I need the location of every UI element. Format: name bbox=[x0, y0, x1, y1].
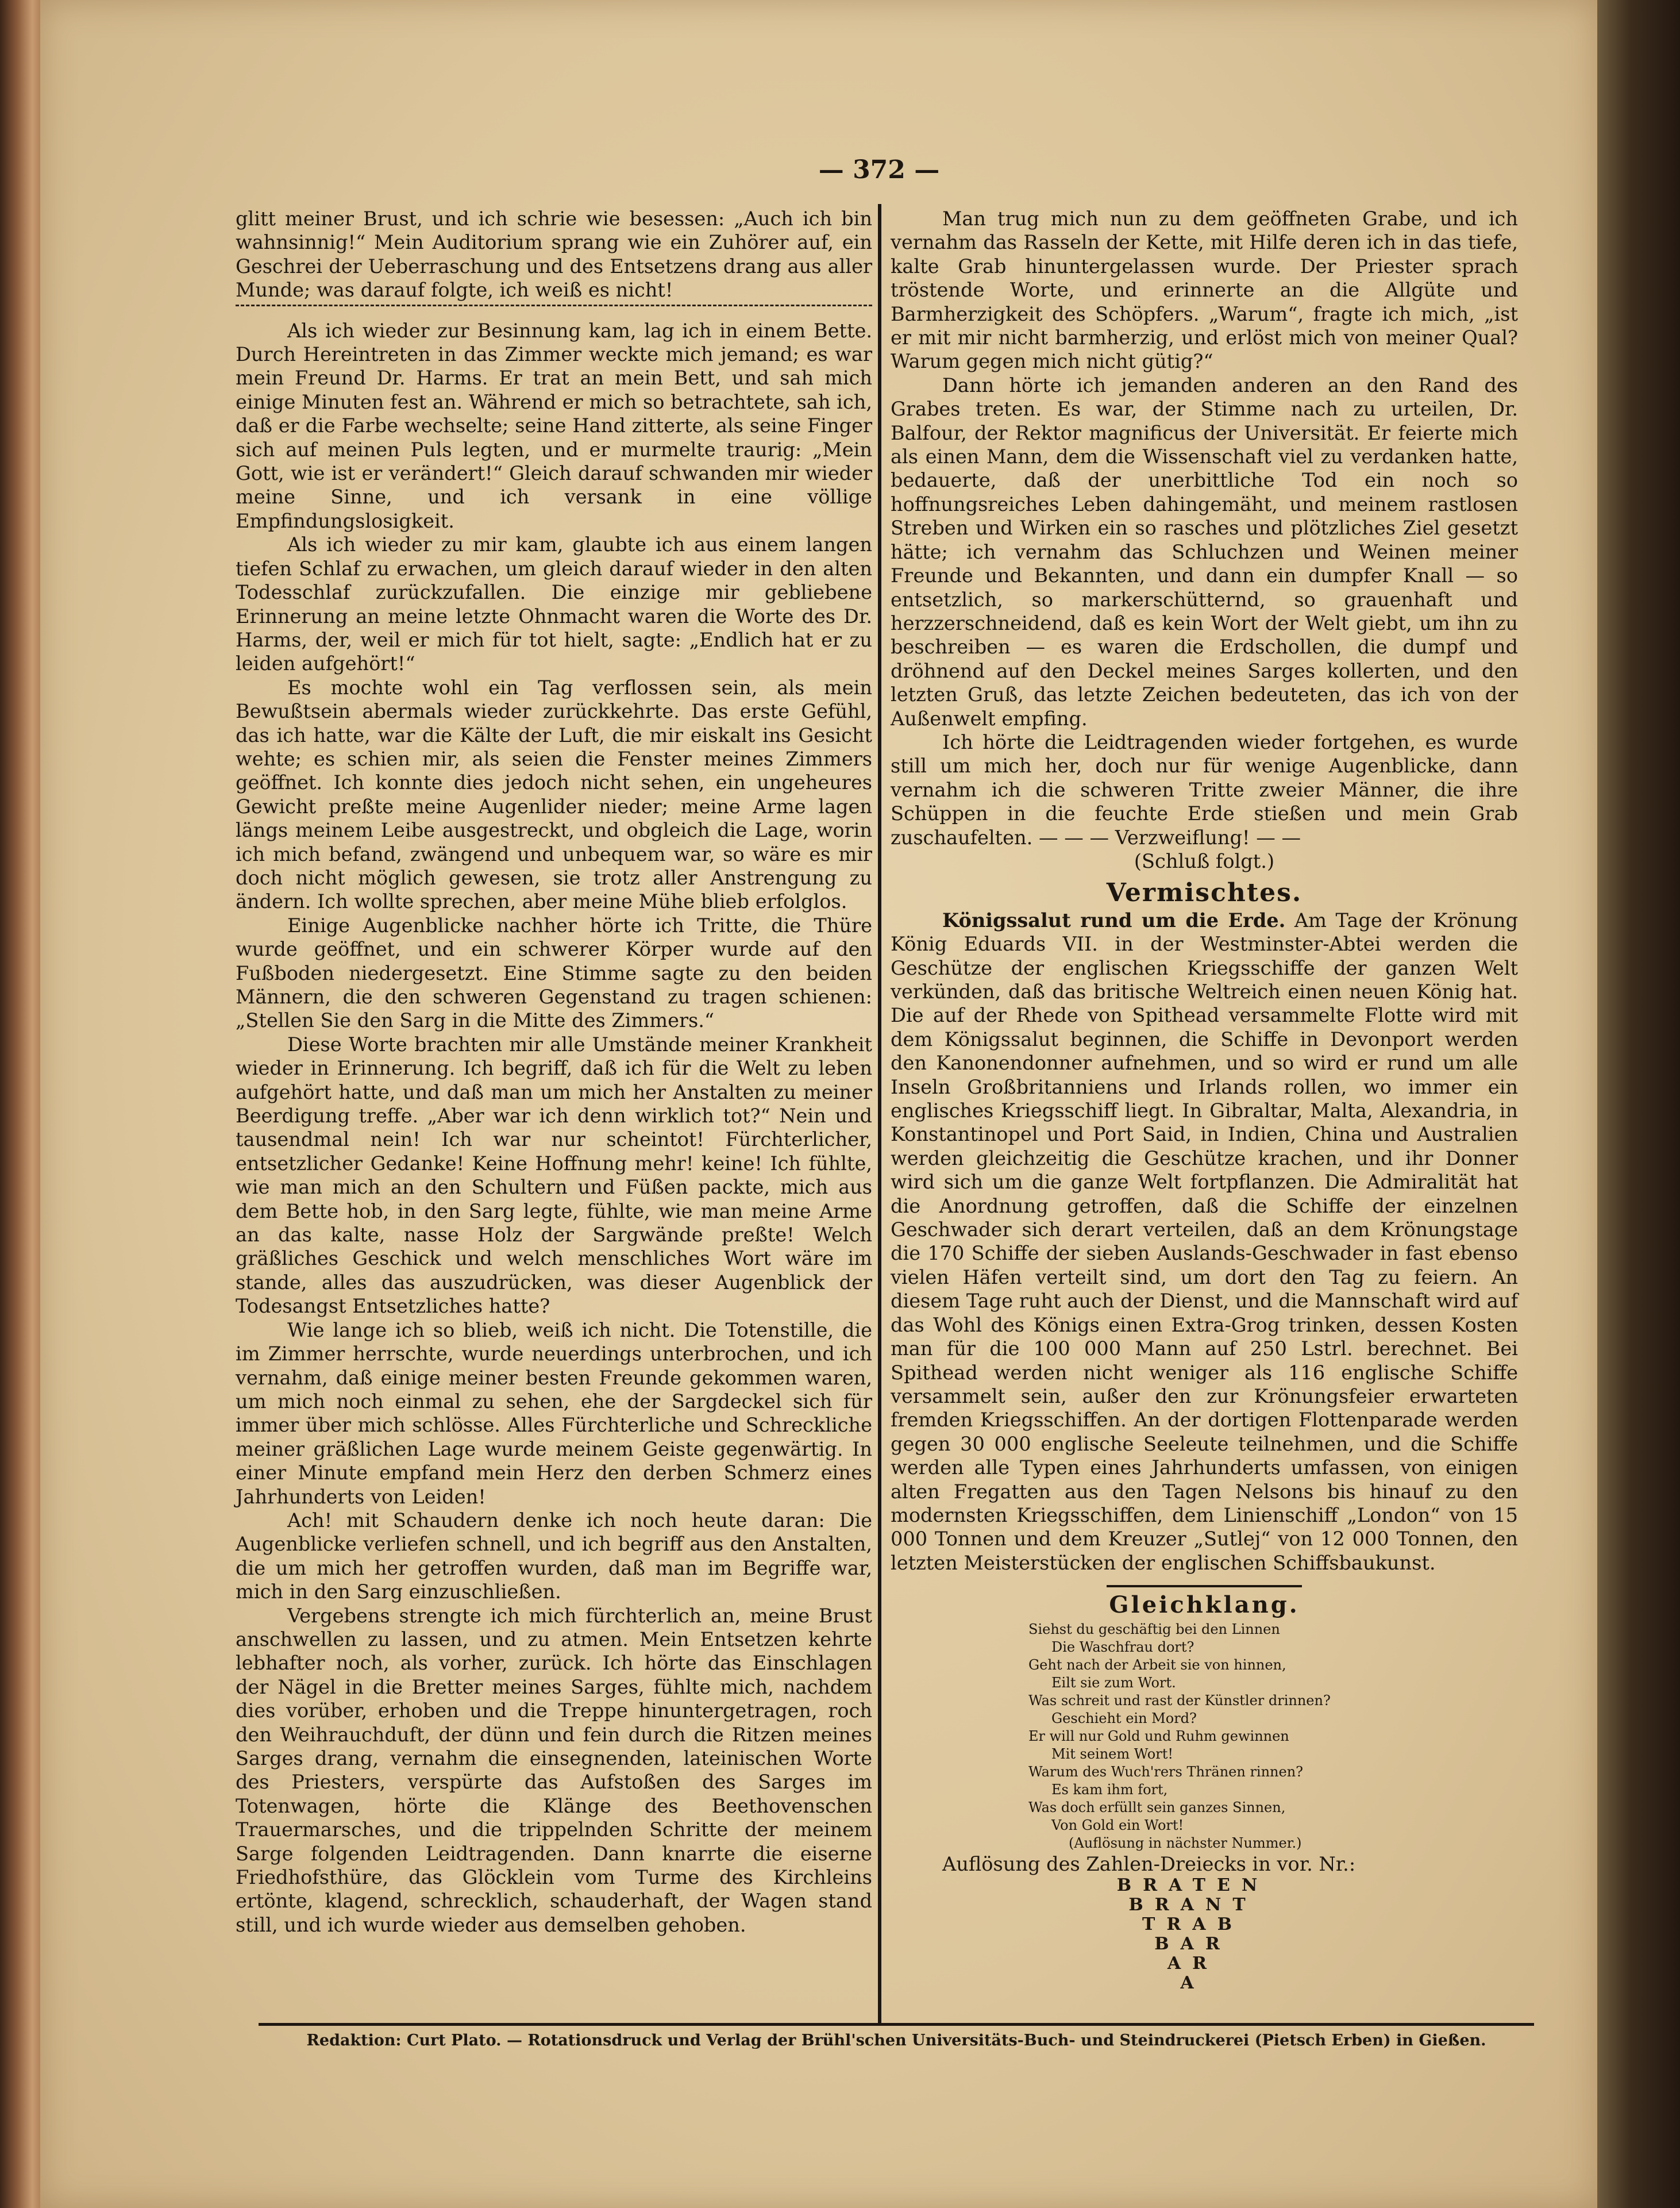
triangle-row: AR bbox=[1167, 1953, 1219, 1974]
section-rule bbox=[1107, 1585, 1302, 1587]
story-paragraph: Als ich wieder zu mir kam, glaubte ich aus einem langen tiefen Schlaf zu erwachen, um gleich darauf wieder in den alten Todesschlaf zurückzufallen. Die einzige mir gebliebene Erinnerung an meine letzte Ohnmacht waren die Worte des Dr. Harms, der, weil er mich für tot hielt, sagte: „Endlich hat er zu leiden aufgehört!“ bbox=[236, 533, 872, 675]
poem-line: Was doch erfüllt sein ganzes Sinnen, bbox=[1028, 1799, 1286, 1815]
dashed-divider bbox=[236, 305, 872, 316]
footer-rule bbox=[259, 2023, 1534, 2026]
triangle-row: TRAB bbox=[1142, 1914, 1243, 1934]
poem bbox=[1028, 1621, 1518, 1852]
story-paragraph: Ich hörte die Leidtragenden wieder fortgehen, es wurde still um mich her, doch nur für wenige Augenblicke, dann vernahm ich die schweren Tritte zweier Männer, die ihre Schüppen in die feuchte Erde stießen und mein Grab zuschaufelten. — — — Verzweiflung! — — bbox=[891, 730, 1518, 849]
poem-line: Von Gold ein Wort! bbox=[1051, 1817, 1184, 1833]
story-paragraph: Dann hörte ich jemanden anderen an den Rand des Grabes treten. Es war, der Stimme nach zu urteilen, Dr. Balfour, der Rektor magnificus der Universität. Er feierte mich als einen Mann, dem die Wissenschaft viel zu verdanken hatte, bedauerte, daß der unerbittliche Tod ein noch so hoffnungsreiches Leben dahingemäht, und meinem rastlosen Streben und Wirken ein so rasches und plötzliches Ziel gesetzt hätte; ich vernahm das Schluchzen und Weinen meiner Freunde und Bekannten, und dann ein dumpfer Knall — so entsetzlich, so markerschütternd, so grauenhaft und herzzerschneidend, daß es kein Wort der Welt giebt, um ihn zu beschreiben — es waren die Erdschollen, die dumpf und dröhnend auf den Deckel meines Sarges kollerten, und den letzten Gruß, das letzte Zeichen bedeuteten, das ich von der Außenwelt empfing. bbox=[891, 374, 1518, 730]
poem-line: Siehst du geschäftig bei den Linnen bbox=[1028, 1621, 1280, 1637]
article-paragraph bbox=[891, 909, 1518, 1575]
triangle-row: BRATEN bbox=[1116, 1875, 1269, 1895]
story-paragraph: Diese Worte brachten mir alle Umstände meiner Krankheit wieder in Erinnerung. Ich begriff, daß ich für die Welt zu leben aufgehört hatte, und daß man um mich her Anstalten zu meiner Beerdigung treffe. „Aber war ich denn wirklich tot?“ Nein und tausendmal nein! Ich war nur scheintot! Fürchterlicher, entsetzlicher Gedanke! Keine Hoffnung mehr! keine! Ich fühlte, wie man mich an den Schultern und Füßen packte, mich aus dem Bette hob, in den Sarg legte, fühlte, wie man meine Arme an das kalte, nasse Holz der Sargwände preßte! Welch gräßliches Geschick und welch menschliches Wort wäre im stande, alles das auszudrücken, was dieser Augenblick der Todesangst Entsetzliches hatte? bbox=[236, 1033, 872, 1318]
story-paragraph: glitt meiner Brust, und ich schrie wie besessen: „Auch ich bin wahnsinnig!“ Mein Auditorium sprang wie ein Zuhörer auf, ein Geschrei der Ueberraschung und des Entsetzens drang aus aller Munde; was darauf folgte, ich weiß es nicht! bbox=[236, 207, 872, 302]
word-triangle bbox=[868, 1876, 1518, 1993]
poem-line: Geschieht ein Mord? bbox=[1051, 1710, 1197, 1726]
story-paragraph: Man trug mich nun zu dem geöffneten Grabe, und ich vernahm das Rasseln der Kette, mit Hilfe deren ich in das tiefe, kalte Grab hinuntergelassen wurde. Der Priester sprach tröstende Worte, und erinnerte an die Allgüte und Barmherzigkeit des Schöpfers. „Warum“, fragte ich mich, „ist er mit mir nicht barmherzig, und erlöst mich von meiner Qual? Warum gegen mich nicht gütig?“ bbox=[891, 207, 1518, 373]
poem-line: Er will nur Gold und Ruhm gewinnen bbox=[1028, 1728, 1289, 1744]
left-column bbox=[236, 207, 872, 2023]
book-binding bbox=[0, 0, 43, 2208]
adjacent-page-edge bbox=[1597, 0, 1680, 2208]
right-column bbox=[891, 207, 1518, 2023]
article-body: Am Tage der Krönung König Eduards VII. in der Westminster-Abtei werden die Geschütze der englischen Kriegsschiffe der ganzen Welt verkünden, daß das britische Weltreich einen neuen König hat. Die auf der Rhede von Spithead versammelte Flotte wird mit dem Königssalut beginnen, die Schiffe in Devonport werden den Kanonendonner aufnehmen, und so wird er rund um alle Inseln Großbritanniens und Irlands rollen, wo immer ein englisches Kriegsschiff liegt. In Gibraltar, Malta, Alexandria, in Konstantinopel und Port Said, in Indien, China und Australien werden gleichzeitig die Geschütze krachen, und ihr Donner wird sich um die ganze Welt fortpflanzen. Die Admiralität hat die Anordnung getroffen, daß die Schiffe der einzelnen Geschwader sich derart verteilen, daß an dem Krönungstage die 170 Schiffe der sieben Auslands-Geschwader in fast ebenso vielen Häfen verteilt sind, um dort den Tag zu feiern. An diesem Tage ruht auch der Dienst, und die Mannschaft wird auf das Wohl des Königs einen Extra-Grog trinken, dessen Kosten man für die 100 000 Mann auf 250 Lstrl. berechnet. Bei Spithead werden nicht weniger als 116 englische Schiffe versammelt sein, außer den zur Krönungsfeier erwarteten fremden Kriegsschiffen. An der dortigen Flottenparade werden gegen 30 000 englische Seeleute teilnehmen, und die Schiffe werden alle Typen eines Jahrhunderts umfassen, von einigen alten Fregatten aus den Tagen Nelsons bis hinauf zu den modernsten Kriegsschiffen, dem Linienschiff „London“ von 15 000 Tonnen und dem Kreuzer „Sutlej“ von 12 000 Tonnen, den letzten Meisterstücken der englischen Schiffsbaukunst. bbox=[891, 909, 1518, 1574]
column-rule bbox=[878, 204, 881, 2023]
triangle-row: BAR bbox=[1154, 1933, 1231, 1954]
poem-line: Warum des Wuch'rers Thränen rinnen? bbox=[1028, 1763, 1304, 1780]
story-paragraph: Einige Augenblicke nachher hörte ich Tritte, die Thüre wurde geöffnet, und ein schwerer Körper wurde auf den Fußboden niedergesetzt. Eine Stimme sagte zu den beiden Männern, die den schweren Gegenstand zu tragen schienen: „Stellen Sie den Sarg in die Mitte des Zimmers.“ bbox=[236, 914, 872, 1032]
section-title: Vermischtes. bbox=[1106, 878, 1303, 908]
poem-line: Die Waschfrau dort? bbox=[1051, 1638, 1195, 1655]
page-number: — 372 — bbox=[818, 155, 940, 184]
imprint-footer: Redaktion: Curt Plato. — Rotationsdruck und Verlag der Brühl'schen Universitäts-Buch- und Steindruckerei (Pietsch Erben) in Gießen. bbox=[306, 2032, 1486, 2049]
poem-line: Es kam ihm fort, bbox=[1051, 1781, 1168, 1798]
poem-note: (Auflösung in nächster Nummer.) bbox=[1069, 1834, 1302, 1851]
puzzle-solution-heading: Auflösung des Zahlen-Dreiecks in vor. Nr.: bbox=[942, 1852, 1356, 1875]
poem-title: Gleichklang. bbox=[1109, 1591, 1300, 1619]
story-paragraph: Es mochte wohl ein Tag verflossen sein, als mein Bewußtsein abermals wieder zurückkehrte. Das erste Gefühl, das ich hatte, war die Kälte der Luft, die mir eiskalt ins Gesicht wehte; es schien mir, als seien die Fenster meines Zimmers geöffnet. Ich konnte dies jedoch nicht sehen, ein ungeheures Gewicht preßte meine Augenlider nieder; meine Arme lagen längs meinem Leibe ausgestreckt, und obgleich die Lage, worin ich mich befand, zwängend und unbequem war, so wäre es mir doch nicht möglich gewesen, sie trotz aller Anstrengung zu ändern. Ich wollte sprechen, aber meine Mühe blieb erfolglos. bbox=[236, 676, 872, 913]
story-paragraph: Vergebens strengte ich mich fürchterlich an, meine Brust anschwellen zu lassen, und zu atmen. Mein Entsetzen kehrte lebhafter noch, als vorher, zurück. Ich hörte das Einschlagen der Nägel in die Bretter meines Sarges, fühlte mich, nachdem dies vorüber, erhoben und die Treppe hinuntergetragen, roch den Weihrauchduft, der dünn und fein durch die Ritzen meines Sarges drang, vernahm die einsegnenden, lateinischen Worte des Priesters, verspürte das Aufstoßen des Sarges im Totenwagen, hörte die Klänge des Beethovenschen Trauermarsches, und die trippelnden Schritte der meinem Sarge folgenden Leidtragenden. Dann knarrte die eiserne Friedhofsthüre, das Glöcklein vom Turme des Kirchleins ertönte, klagend, schrecklich, schauderhaft, der Wagen stand still, und ich wurde wieder aus demselben gehoben. bbox=[236, 1604, 872, 1936]
poem-line: Geht nach der Arbeit sie von hinnen, bbox=[1028, 1656, 1286, 1673]
story-paragraph: Wie lange ich so blieb, weiß ich nicht. Die Totenstille, die im Zimmer herrschte, wurde neuerdings unterbrochen, und ich vernahm, daß einige meiner besten Freunde gekommen waren, um mich noch einmal zu sehen, ehe der Sargdeckel sich für immer über mich schlösse. Alles Fürchterliche und Schreckliche meiner gräßlichen Lage wurde meinem Geiste gegenwärtig. In einer Minute empfand mein Herz den derben Schmerz eines Jahrhunderts von Leiden! bbox=[236, 1318, 872, 1508]
poem-line: Mit seinem Wort! bbox=[1051, 1745, 1174, 1762]
story-paragraph: Als ich wieder zur Besinnung kam, lag ich in einem Bette. Durch Hereintreten in das Zimmer weckte mich jemand; es war mein Freund Dr. Harms. Er trat an mein Bett, und sah mich einige Minuten fest an. Während er mich so betrachtete, sah ich, daß er die Farbe wechselte; seine Hand zitterte, als seine Finger sich auf meinen Puls legten, und er murmelte traurig: „Mein Gott, wie ist er verändert!“ Gleich darauf schwanden mir wieder meine Sinne, und ich versank in eine völlige Empfindungslosigkeit. bbox=[236, 319, 872, 532]
poem-line: Was schreit und rast der Künstler drinnen? bbox=[1028, 1692, 1331, 1709]
story-paragraph: Ach! mit Schaudern denke ich noch heute daran: Die Augenblicke verliefen schnell, und ich begriff aus den Anstalten, die um mich her getroffen wurden, daß man im Begriffe war, mich in den Sarg einzuschließen. bbox=[236, 1509, 872, 1603]
triangle-row: BRANT bbox=[1128, 1894, 1257, 1915]
to-be-continued: (Schluß folgt.) bbox=[1134, 849, 1275, 872]
poem-line: Eilt sie zum Wort. bbox=[1051, 1674, 1176, 1691]
article-headline: Königssalut rund um die Erde. bbox=[942, 908, 1286, 932]
triangle-row: A bbox=[1180, 1972, 1205, 1993]
